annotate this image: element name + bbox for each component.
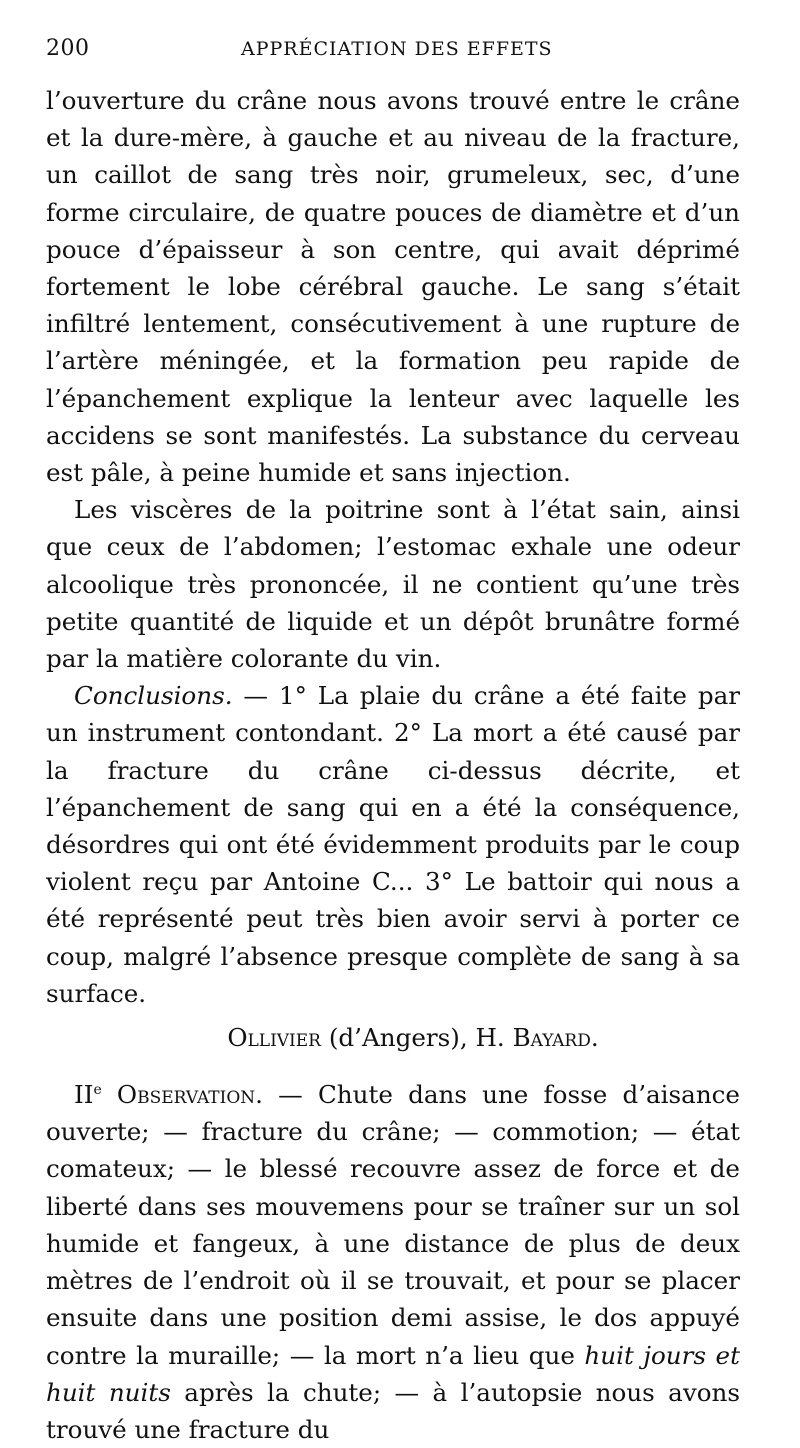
running-title: APPRÉCIATION DES EFFETS	[241, 38, 553, 60]
signature-name-ollivier: Ollivier	[227, 1023, 321, 1053]
running-header	[46, 36, 740, 82]
signature-name-bayard: Bayard	[512, 1023, 591, 1053]
signature-end: .	[590, 1023, 599, 1053]
observation-text: — Chute dans une fosse d’aisance ouverte; — fracture du crâne; — commotion; — état comateux; — le blessé recouvre assez de force et de liberté dans ses mouvemens pour se traîner sur un sol humide et fangeux, à une distance de plus de deux mètres de l’endroit où il se trouvait, et pour se placer ensuite dans une position demi assise, le dos appuyé contre la muraille; — la mort n’a lieu que	[46, 1080, 740, 1370]
observation-text-end: après la chute; — à l’autopsie nous avons trouvé une fracture du	[46, 1377, 741, 1444]
paragraph-viscera: Les viscères de la poitrine sont à l’état sain, ainsi que ceux de l’abdomen; l’estomac exhale une odeur alcoolique très prononcée, il ne contient qu’une très petite quantité de liquide et un dépôt brunâtre formé par la matière colorante du vin.	[46, 495, 740, 674]
observation-superscript: e	[93, 1081, 102, 1098]
paragraph-autopsy-findings: l’ouverture du crâne nous avons trouvé entre le crâne et la dure-mère, à gauche et au niveau de la fracture, un caillot de sang très noir, grumeleux, sec, d’une forme circulaire, de quatre pouces de diamètre et d’un pouce d’épaisseur à son centre, qui avait déprimé fortement le lobe cérébral gauche. Le sang s’était infiltré lentement, consécutivement à une rupture de l’artère méningée, et la formation peu rapide de l’épanchement explique la lenteur avec laquelle les accidens se sont manifestés. La substance du cerveau est pâle, à peine humide et sans injection.	[46, 86, 740, 488]
observation-heading: Observation.	[101, 1080, 263, 1110]
paragraph-observation-ii	[46, 1076, 740, 1448]
signature-middle: (d’Angers), H.	[321, 1023, 513, 1053]
page-number: 200	[46, 36, 90, 61]
observation-numeral: II	[74, 1080, 94, 1110]
conclusions-label: Conclusions.	[74, 681, 233, 711]
observation-italic-duration: huit jours et huit nuits	[46, 1340, 740, 1407]
body-text	[46, 82, 740, 1448]
conclusions-text: — 1° La plaie du crâne a été faite par un instrument contondant. 2° La mort a été causé par la fracture du crâne ci-dessus décrite, et l’épanchement de sang qui en a été la conséquence, désordres qui ont été évidemment produits par le coup violent reçu par Antoine C... 3° Le battoir qui nous a été représenté peut très bien avoir servi à porter ce coup, malgré l’absence presque complète de sang à sa surface.	[46, 681, 740, 1008]
paragraph-conclusions	[46, 677, 740, 1012]
signature	[46, 1018, 740, 1058]
